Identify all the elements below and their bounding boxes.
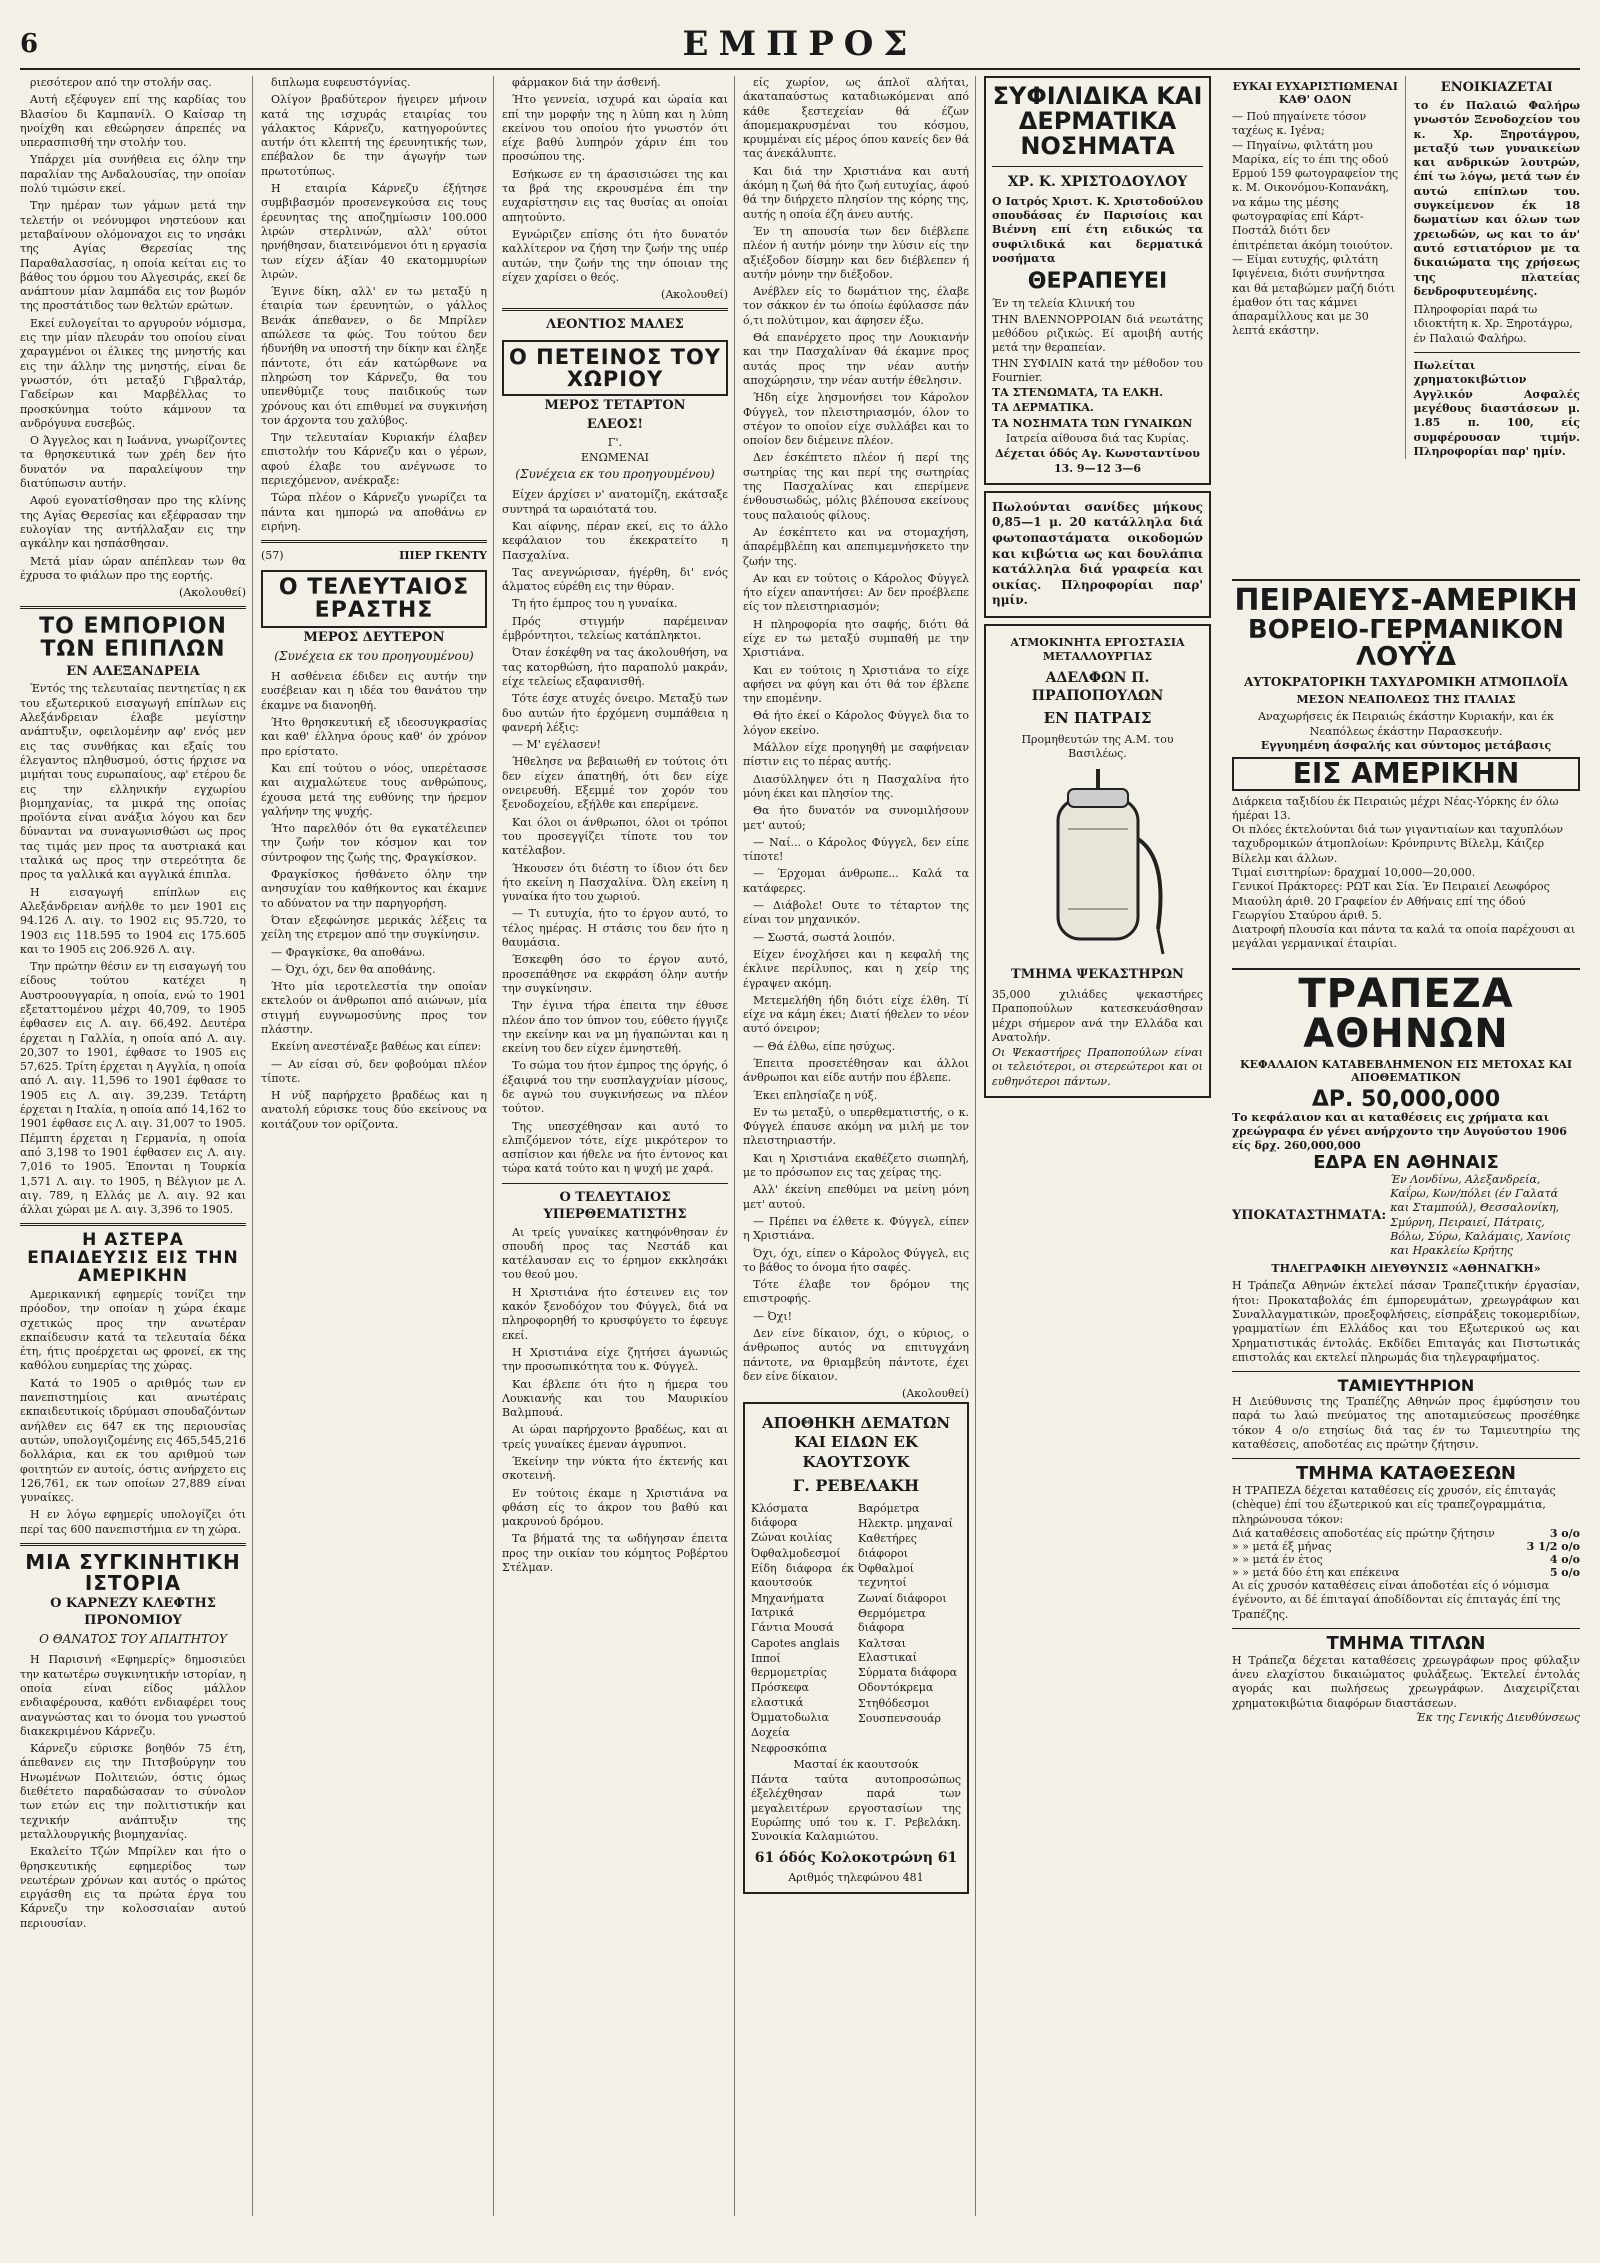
bank-telegraph: ΤΗΛΕΓΡΑΦΙΚΗ ΔΙΕΥΘΥΝΣΙΣ «ΑΘΗΝΑΓΚΗ»: [1271, 1262, 1541, 1276]
serial-continued: (Συνέχεια εκ του προηγουμένου): [274, 648, 474, 663]
ad-item: Ζώναι κοιλίας: [751, 1531, 833, 1545]
article-subtitle: ΕΝ ΑΛΕΞΑΝΔΡΕΙΑ: [66, 663, 200, 679]
ad-info: Πληροφορίαι παρά τω ιδιοκτήτη κ. Χρ. Ξηροτάγρω, έν Παλαιώ Φαλήρω.: [1413, 303, 1573, 345]
paragraph: Διασύλληψεν ότι η Πασχαλίνα ήτο μόνη έκει και πλησίον της.: [743, 772, 969, 800]
serial-title: Ο ΤΕΛΕΥΤΑΙΟΣ ΕΡΑΣΤΗΣ: [261, 570, 487, 628]
ad-line: Γενικοί Πράκτορες: ΡΩΤ και Σία. Έν Πειραιεί Λεωφόρος Μιαούλη άριθ. 20 Γραφείον έν Αθήναις επί της όδού Γεωργίου Σταύρου άριθ. 5.: [1232, 880, 1550, 922]
paragraph: Τας ανεγνώρισαν, ήγέρθη, δι' ενός άλματος εύρέθη εις την θύραν.: [502, 565, 728, 594]
ad-title: ΕΥΚΑΙ ΕΥΧΑΡΙΣΤΙΩΜΕΝΑΙ ΚΑΘ' ΟΔΟΝ: [1232, 80, 1398, 106]
savings-title: ΤΑΜΙΕΥΤΗΡΙΟΝ: [1337, 1376, 1475, 1396]
ad-text: 35,000 χιλιάδες ψεκαστήρες Πραποπούλων κατεσκευάσθησαν μέχρι σήμερον ανά την Ελλάδα και Ανατολήν.: [992, 988, 1203, 1044]
paragraph: Έκείνην την νύκτα ήτο έκτενής και σκοτεινή.: [502, 1455, 728, 1483]
paragraph: Τη ήτο έμπρος του η γυναίκα.: [512, 597, 678, 611]
divider: [502, 308, 728, 311]
ad-items-left: [751, 1501, 854, 1757]
paragraph: Τα βήματά της τα ωδήγησαν έπειτα προς την οικίαν του κόμητος Ροβέρτου Στέλμαν.: [502, 1532, 728, 1575]
paragraph: Είχεν άρχίσει ν' ανατομίζη, εκάτσαξε συντηρά τα ωραιότατά του.: [502, 488, 728, 516]
paragraph: Η πληροφορία ητο σαφής, διότι θά είχε εν τω μεταξύ συμπαθή με την Χριστιάνα.: [743, 617, 969, 660]
ad-item: Στηθόδεσμοι: [858, 1696, 930, 1710]
ad-item: Σουσπενσουάρ: [858, 1711, 941, 1725]
paragraph: Αλλ' έκείνη επεθύμει να μείνη μόνη μετ' αυτού.: [743, 1183, 969, 1211]
ad-line: — Είμαι ευτυχής, φιλτάτη Ιφιγένεια, διότι συνήντησα και θά μεταβώμεν μαζή διότι έμαθον ότι τας κάμνει άπαραμίλλους και με 30 λεπτά εκάστην.: [1232, 252, 1395, 338]
paragraph: φάρμακον διά την άσθενή.: [512, 76, 661, 89]
paragraph: Η Παρισινή «Εφημερίς» δημοσιεύει την κατωτέρω συγκινητικήν ιστορίαν, η οποία είναι είδος μάλλον ενδιαφέρουσα, καθότι ενδιαφέρει τους αναγνώστας και το όνομα του γνωστού διακεκριμένου Κάρνεζυ.: [20, 1653, 246, 1738]
rate-label: Διά καταθέσεις αποδοτέας είς πρώτην ζήτησιν: [1232, 1526, 1495, 1540]
paragraph: Θά ήτο έκεί ο Κάρολος Φύγγελ δια το λόγον εκείνο.: [743, 709, 969, 737]
ad-place: ΕΝ ΠΑΤΡΑΙΣ: [1043, 709, 1152, 728]
serial-part: ΜΕΡΟΣ ΤΕΤΑΡΤΟΝ: [544, 398, 686, 414]
paragraph: Ήτο γεννεία, ισχυρά και ώραία και επί την μορφήν της η λύπη και η λύπη εκείνου του οποίου ήτο γνωστόν ότι είχε βαθύ λυπηρόν χάριν έπι του προσώπου της.: [502, 93, 728, 164]
bank-capital: ΔΡ. 50,000,000: [1311, 1086, 1501, 1112]
sprayer-icon: [1023, 769, 1173, 959]
serial-chapter: Γ'.: [607, 436, 623, 450]
article-title: ΜΙΑ ΣΥΓΚΙΝΗΤΙΚΗ ΙΣΤΟΡΙΑ: [25, 1550, 241, 1596]
paragraph: Την πρώτην θέσιν εν τη εισαγωγή του είδους τούτου κατέχει η Αυστροουγγαρία, η οποία, ενώ το 1901 εξεταττομένου μέχρι 40,709, το 1905 έφθασεν εις Λ. αιγ. 66,492. Δευτέρα έρχεται η Γαλλία, η οποία από Λ. αιγ. 20,307 το 1901, έφθασε το 1905 εις 57,625. Τρίτη έρχεται η Αγγλία, η οποία από Λ. αιγ. 11,596 το 1901 έφθασε το 1905 εις Λ. αιγ. 39,239. Τετάρτη έρχεται η Ιταλία, η οποία από 14,162 το 1901 έφθασε εις Λ. αιγ. 31,007 το 1905. Πέμπτη έρχεται η Γερμανία, η οποία από 3,198 το 1901 έφθασεν εις Λ. αιγ. 7,016 το 1905. Έπονται η Τουρκία 1,571 Λ. αιγ. το 1905, η Βέλγιον με Λ. αιγ. 789, η Ελλάς με Λ. αιγ. 92 και άλλαι χώραι με Λ. αιγ. 3,396 το 1905.: [20, 960, 246, 1217]
newspaper-title: ΕΜΠΡΟΣ: [682, 24, 918, 64]
paragraph: Αν έσκέπτετο και να στομαχήση, άπαρέμβλέπη και απεπιμεμνήσκετο την ζωήν της.: [743, 525, 969, 568]
ad-footer-text: Πάντα ταύτα αυτοπροσώπως έξελέχθησαν παρά των μεγαλειτέρων εργοστασίων της Ευρώπης υπό του κ. Γ. Ρεβελάκη. Συνοικία Καλαμιώτου.: [751, 1773, 961, 1844]
paragraph: Ήθελησε να βεβαιωθή εν τούτοις ότι δεν είχεν άπατηθή, ότι δεν είχε ονειρευθή. Εξεμμέ τον χορόν του ξενοδοχείου, εξήλθε και επερίμενε.: [502, 755, 728, 812]
paragraph: διπλωμα ευφευστόγνίας.: [271, 76, 411, 89]
paragraph: — Όχι!: [753, 1309, 793, 1323]
paragraph: Θά επανέρχετο προς την Λουκιανήν και την Πασχαλίναν θά έκαμνε προς αυτάς προς την νέαν αυτήν αποχώρησιν, την νέαν αυτήν έθελησιν.: [743, 331, 969, 387]
ad-item: Γάντια Μουσά: [751, 1621, 834, 1635]
ad-item-lists: [751, 1501, 961, 1757]
ad-item: Capotes anglais: [751, 1636, 840, 1650]
paragraph: Αν και εν τούτοις ο Κάρολος Φύγγελ ήτο είχεν απαντήσει: Αν δεν προέβλεπε είς τον πλειστηριασμόν;: [743, 571, 969, 614]
rubber-goods-ad: [743, 1402, 969, 1895]
paragraph: Εγνώριζεν επίσης ότι ήτο δυνατόν καλλίτερον να ζήση την ζωήν της υπέρ αυτών, την ζωήν της την όποιαν της είχεν χαρίσει ο θεός.: [502, 227, 728, 284]
paragraph: Η εν λόγω εφημερίς υπολογίζει ότι περί τας 600 πανεπιστήμια εν τη χώρα.: [20, 1508, 246, 1536]
right-top-row: [1232, 76, 1580, 459]
titles-sign: Έκ της Γενικής Διευθύνσεως: [1415, 1710, 1580, 1724]
ad-item: ΤΗΝ ΣΥΦΙΛΙΝ κατά την μέθοδον του Fournier.: [992, 356, 1203, 384]
paragraph: Εν τούτοις έκαμε η Χριστιάνα να φθάση είς το άκρον του βαθύ και μακρυνού δρόμου.: [502, 1486, 728, 1529]
paragraph: Εκείνη ανεστέναξε βαθέως και είπεν:: [271, 1040, 482, 1054]
continues-note: (Ακολουθεί): [902, 1387, 969, 1401]
divider: [502, 1183, 728, 1184]
paragraph: Ανέβλεν είς το δωμάτιον της, έλαβε τον σάκκον έν τω όποίω έφύλασσε πάν ό,τι πολύτιμον, και άφησεν έξω.: [743, 285, 969, 327]
deposit-rate-row: [1232, 1553, 1580, 1566]
newspaper-page: [20, 20, 1580, 2220]
clinic-ad: [984, 76, 1211, 485]
paragraph: Κατά το 1905 ο αριθμός των εν πανεπιστημίοις και ανωτέραις εκπαιδευτικοίς ιδρύμασι σπουδαζόντων ανήλθεν εις 647 εκ της περιουσίας αυτών, υπολογιζομένης εις 465,545,216 δολλάρια, και εκ του αριθμού των φοιτητών εν αυτοίς, όστις ανήρχετο εις 126,761, εκ των οποίων 27,889 είναι γυναίκες.: [20, 1376, 246, 1505]
paragraph: Η εταιρία Κάρνεζυ έξήτησε συμβιβασμόν προσενεγκούσα εις τους έρευνητας της αποζημίωσιν 100.000 λιρών στερλινών, αλλ' ούτοι ηρνήθησαν, διατεινόμενοι ότι η εργασία των είχεν άξίαν 40 εκατομμυρίων λιρών.: [261, 182, 487, 281]
ad-item: ΤΑ ΔΕΡΜΑΤΙΚΑ.: [992, 401, 1094, 415]
paragraph: — Σωστά, σωστά λοιπόν.: [753, 930, 896, 944]
paragraph: Έγινε δίκη, αλλ' εν τω μεταξύ η έταιρία των έρευνητών, ο γάλλος Βενάκ άπεθανεν, ο δε Μπρίλεν απώλεσε τα φώς. Του τούτου δεν ήδυνήθη να υποστή την δίκην και έληξε πάντοτε, ότι εάν κατώρθωνε να πληρώση τον Κάρνεζυ, θα του υπενθύμιζε τους παιδικούς των χρόνους και ότι επιθυμεί να συγκινήση τον άρχοντα του χαλύβος.: [261, 285, 487, 427]
shipping-ad: [1232, 579, 1580, 956]
ad-dept: ΤΜΗΜΑ ΨΕΚΑΣΤΗΡΩΝ: [1011, 967, 1184, 983]
paragraph: Υπάρχει μία συνήθεια εις όλην την παραλίαν της Ανδαλουσίας, την οποίαν πολύ τιμώσιν εκεί.: [20, 153, 246, 196]
titles-title: ΤΜΗΜΑ ΤΙΤΛΩΝ: [1326, 1632, 1486, 1654]
paragraph: Όταν εξεφώνησε μερικάς λέξεις τα χείλη της ετρεμον από την συγκίνησιν.: [261, 913, 487, 942]
ad-safe: Εγγυημένη άσφαλής και σύντομος μετάβασις: [1260, 738, 1552, 752]
paragraph: Εκεί ευλογείται το αργυρούν νόμισμα, εις την μίαν πλευράν του οποίου είναι χαραγμένοι οι έλικες της μνηστής και εις την άλλην της μνηστής, είναι δε γνωστόν, ότι μεταξύ Γιβραλτάρ, Γαδείρων και Μαρβέλλας το προσκύνημα τούτο κάμνουν τα ανδρόγυνα ευσεβώς.: [20, 316, 246, 430]
paragraph: Και επί τούτου ο νόος, υπερέτασσε και αιχμαλώτευε τους ανθρώπους, έχουσα μετά της ευθύνης την ήρεμον γαλήνην της ψυχής.: [261, 761, 487, 818]
bank-hq: ΕΔΡΑ ΕΝ ΑΘΗΝΑΙΣ: [1313, 1151, 1499, 1173]
paragraph: — Φραγκίσκε, θα αποθάνω.: [271, 945, 426, 959]
divider: [992, 166, 1203, 167]
continues-note: (Ακολουθεί): [661, 288, 728, 302]
paragraph: Πρός στιγμήν παρέμειναν έμβρόντητοι, τελείως κατάπληκτοι.: [502, 614, 728, 643]
serial-title: Ο ΠΕΤΕΙΝΟΣ ΤΟΥ ΧΩΡΙΟΥ: [502, 340, 728, 396]
paragraph: Αφού εγονατίσθησαν προ της κλίνης της Αγίας Θερεσίας και εξέφρασαν την ευλογίαν της αντήλλαξαν εις την αγκάλην και ησπάσθησαν.: [20, 494, 246, 551]
planks-ad: [984, 491, 1211, 618]
paragraph: Τότε έλαβε τον δρόμον της επιστροφής.: [743, 1278, 969, 1306]
ad-text: Ο Ιατρός Χριστ. Κ. Χριστοδούλου σπουδάσας έν Παρισίοις και Βιέννη επί έτη ειδικώς τα συφιλιδικά και δερματικά νοσήματα: [992, 194, 1203, 265]
ad-item: Όφθαλμοί τεχνητοί: [858, 1562, 914, 1590]
paragraph: Τώρα πλέον ο Κάρνεζυ γνωρίζει τα πάντα και ημπορώ να αποθάνω εν ειρήνη.: [261, 491, 487, 533]
savings-text: Η Διεύθυνσις της Τραπέζης Αθηνών προς έμφύσησιν του παρά τω λαώ πνεύματος της αποταμιεύσεως προσέθηκε τόκον 4 ο/ο ετησίως διά τας έν τω Ταμιευτηρίω της καταθέσεις, αποδοτέας εις πρώτην ζήτησιν.: [1232, 1395, 1580, 1451]
paragraph: Θα ήτο δυνατόν να συνομιλήσουν μετ' αυτού;: [743, 804, 969, 832]
serial-continued: (Συνέχεια εκ του προηγουμένου): [515, 466, 715, 481]
paragraph: Την ημέραν των γάμων μετά την τελετήν οι νεόνυμφοι νηστεύουν και μεταβαίνουν ολόμοναχοι εις το νησάκι της Αγίας Θερεσίας της Παραθαλασσίας, η οποία κείται εις το βάθος του όρμου του Αλγεσιράς, εκεί δε ανάπτουν μίαν λαμπάδα εις τον βωμόν της προστάτιδος των θελτών ερώτων.: [20, 199, 246, 313]
ad-item: Βαρόμετρα: [858, 1501, 920, 1515]
ad-line: Διάρκεια ταξιδίου έκ Πειραιώς μέχρι Νέας-Υόρκης έν όλω ήμέραι 13.: [1232, 794, 1559, 822]
paragraph: Εν τω μεταξύ, ο υπερθεματιστής, ο κ. Φύγγελ έπαυσε ακόμη να μιλή με τον πλειστηριαστήν.: [743, 1105, 969, 1148]
paragraph: — Αν είσαι σύ, δεν φοβούμαι πλέον τίποτε.: [261, 1057, 487, 1085]
paragraph: Ήκουσεν ότι διέστη το ίδιον ότι δεν ήτο εκείνη η Πασχαλίνα. Όλη εκείνη η γυναίκα ήτο του χωριού.: [502, 861, 728, 904]
ad-title: ΣΥΦΙΛΙΔΙΚΑ ΚΑΙ ΔΕΡΜΑΤΙΚΑ ΝΟΣΗΜΑΤΑ: [992, 82, 1203, 161]
divider: [261, 540, 487, 543]
bank-subtitle: ΚΕΦΑΛΑΙΟΝ ΚΑΤΑΒΕΒΛΗΜΕΝΟΝ ΕΙΣ ΜΕΤΟΧΑΣ ΚΑΙ ΑΠΟΘΕΜΑΤΙΚΟΝ: [1240, 1057, 1572, 1084]
ad-title-2: ΒΟΡΕΙΟ-ΓΕΡΜΑΝΙΚΟΝ ΛΟΥΫΔ: [1247, 614, 1565, 672]
divider: [1232, 1628, 1580, 1629]
bank-ad: [1232, 968, 1580, 1729]
paragraph: — Ναί... ο Κάρολος Φύγγελ, δεν είπε τίποτε!: [743, 835, 969, 864]
ad-phone: Αριθμός τηλεφώνου 481: [788, 1870, 924, 1884]
serial-author: ΠΙΕΡ ΓΚΕΝΤΥ: [399, 549, 487, 563]
paragraph: Της υπεσχέθησαν και αυτό το ελπιζόμενον τότε, είχε μικρότερον το ασπίσιον και ήθελε να ήτο έντονος και τώρα κατά τούτο και η ψυχή με χαρά.: [502, 1119, 728, 1176]
divider: [1414, 352, 1581, 353]
ad-therapy: ΘΕΡΑΠΕΥΕΙ: [1027, 269, 1168, 295]
paragraph: Όταν έσκέφθη να τας άκολουθήση, να τας κατορθώση, ήτο παραπολύ μακράν, είχε τελείως εξαφανισθή.: [502, 646, 728, 688]
ad-item: Σύρματα διάφορα: [858, 1666, 958, 1680]
col1-intro: [20, 76, 246, 583]
ad-line: Οι πλόες έκτελούνται διά των γιγαντιαίων και ταχυπλόων ταχυδρομικών άτμοπλοίων: Κρόνπριντς Βίλελμ, Κάιζερ Βίλελμ και άλλων.: [1232, 823, 1564, 865]
ad-title: ΑΠΟΘΗΚΗ ΔΕΜΑΤΩΝ ΚΑΙ ΕΙΔΩΝ ΕΚ ΚΑΟΥΤΣΟΥΚ: [761, 1413, 951, 1471]
photo-ad: [1232, 76, 1406, 459]
ad-via: ΜΕΣΟΝ ΝΕΑΠΟΛΕΩΣ ΤΗΣ ΙΤΑΛΙΑΣ: [1296, 693, 1516, 707]
divider: [20, 1223, 246, 1226]
rate-label: » » μετά έν έτος: [1232, 1552, 1323, 1566]
ad-item: ΤΗΝ ΒΛΕΝΝΟΡΡΟΙΑΝ διά νεωτάτης μεθόδου ριζικώς. Εί αμοιβή αυτής μετά την θεραπείαν.: [992, 312, 1203, 355]
paragraph: Και εν τούτοις η Χριστιάνα το είχε αφήσει να φύγη και ότι θά τον έβλεπε την επομένην.: [743, 663, 969, 706]
ad-owner: Γ. ΡΕΒΕΛΑΚΗ: [792, 1476, 920, 1496]
ad-sub: ΑΥΤΟΚΡΑΤΟΡΙΚΗ ΤΑΧΥΔΡΟΜΙΚΗ ΑΤΜΟΠΛΟΪΑ: [1244, 675, 1568, 690]
titles-text: Η Τράπεζα δέχεται καταθέσεις χρεωγράφων προς φύλαξιν άνευ ελαχίστου δικαιώματος φυλάξεως. Έκτελεί έντολάς αγοράς και πωλήσεως χρεωγράφων. Διαχειρίζεται χρηματοκιβώτια διαφόρων διαστάσεων.: [1232, 1653, 1580, 1710]
ad-item: Όφθαλμοδεσμοί: [751, 1546, 841, 1560]
paragraph: Αυτή εξέφυγεν επί της καρδίας του Βλασίου δι Καμπανίλ. Ο Καίσαρ τη ηνοίχθη και εθεώρησεν άπρεπές να υπερασπισθή την στολήν του.: [20, 93, 246, 150]
ad-item: Έν τη τελεία Κλινική του: [992, 297, 1135, 311]
serial-number: (57): [261, 549, 284, 563]
paragraph: — Θά έλθω, είπε ησύχως.: [753, 1039, 896, 1053]
divider: [1232, 1458, 1580, 1459]
paragraph: Έντός της τελευταίας πεντηετίας η εκ του εξωτερικού εισαγωγή επίπλων εις Αλεξάνδρειαν έλαβε μεγίστην ανάπτυξιν, οφειλομένην αφ' ενός μεν εις τας συνθήκας και εξαίς του έλεγαντος πληθυσμού, όστις ήρχισε να μιμήται τους ευρωπαίους, αφ' ετέρου δε εις την ελληνικήν εγχωρίου βιομηχανίας, τα μικρά της οποίας προϊόντα είναι ανάξια λόγου και δεν δύνανται να συναγωνισθώσι ως προς τας τιμάς μεν προς τα αυστριακά και ιταλικά ως προς την στερεότητα δε προς τα γαλλικά και αγγλικά έπιπλα.: [20, 682, 246, 882]
paragraph: Έκει επλησίαζε η νύξ.: [753, 1088, 878, 1102]
safe-ad: Πωλείται χρηματοκιβώτιον Αγγλικόν Ασφαλές μεγέθους διαστάσεων μ. 1.85 π. 100, είς συμφέρουσαν τιμήν. Πληροφορίαι παρ' ημίν.: [1413, 359, 1580, 458]
ad-doctor: ΧΡ. Κ. ΧΡΙΣΤΟΔΟΥΛΟΥ: [1007, 173, 1188, 190]
deposits-title: ΤΜΗΜΑ ΚΑΤΑΘΕΣΕΩΝ: [1295, 1463, 1516, 1485]
sprayer-illustration: [1023, 769, 1173, 959]
paragraph: είς χωρίον, ως άπλοϊ αλήται, άκαταπαύστως καταδιωκόμεναι από κάθε ξεστεχείαν θά έζων άπομεμακρυσμέναι του κόσμου, κρυμμέναι είς μέρος όπου κανείς δεν θά τας άνεκάλυπτε.: [743, 76, 969, 161]
rent-ad: [1414, 76, 1581, 459]
article-subtitle-2: Ο ΘΑΝΑΤΟΣ ΤΟΥ ΑΠΑΙΤΗΤΟΥ: [39, 1631, 227, 1646]
ad-item: Πρόσκεφα ελαστικά: [751, 1681, 809, 1709]
rate-label: » » μετά έξ μήνας: [1232, 1539, 1332, 1553]
paragraph: Αι τρείς γυναίκες κατηφόνθησαν έν σπουδή προς τας Νεστάδ και κατέλαυσαν εις το έρημον εκκλησάκι του θεού μου.: [502, 1225, 728, 1282]
paragraph: Και η Χριστιάνα εκαθέζετο σιωπηλή, με το πρόσωπον εις τας χείρας της.: [743, 1151, 969, 1180]
paragraph: Είχεν ένοχλήσει και η κεφαλή της έκλινε περίλυπος, και η χείρ της έγραψεν ακόμη.: [743, 947, 969, 990]
rate-value: 4 ο/ο: [1549, 1552, 1580, 1566]
deposits-note: Αι είς χρυσόν καταθέσεις είναι άποδοτέαι είς ό νόμισμα έγένοντο, αι δέ έπιταγαί άποδίδονται είς έπιταγάς έπί της Τραπέζης.: [1232, 1578, 1561, 1621]
paragraph: Εσήκωσε εν τη άρασισιώσει της και τα βρά της εκρουσμένα έπι την ευχαρίστησιν εις τας θυσίας αι οποίαι απητούντο.: [502, 167, 728, 224]
ad-item: ΤΑ ΣΤΕΝΩΜΑΤΑ, ΤΑ ΕΛΚΗ.: [992, 386, 1164, 400]
ad-line: Διατροφή πλουσία και πάντα τα καλά τα οποία παρέχουσι αι μεγάλαι γερμανικαί έταιρίαι.: [1232, 923, 1576, 951]
rate-value: 3 ο/ο: [1549, 1526, 1580, 1540]
paragraph: Μετεμελήθη ήδη διότι είχε έλθη. Τί είχε να κάμη έκει; Διατί ήθελεν το νέον αυτό όνειρον;: [743, 993, 969, 1036]
article-subtitle: Ο ΚΑΡΝΕΖΥ ΚΛΕΦΤΗΣ ΠΡΟΝΟΜΙΟΥ: [50, 1596, 216, 1628]
paragraph: Και έβλεπε ότι ήτο η ήμερα του Λουκιανής και του Μαυρικίου Βαλμπουά.: [502, 1377, 728, 1420]
bank-desc: Η Τράπεζα Αθηνών έκτελεί πάσαν Τραπεζιτικήν έργασίαν, ήτοι: Προκαταβολάς έπι έμπορευμάτων, χρεωγράφων και Συναλλαγματικών, προεξοφλήσεις, είσπράξεις τοκομεριδίων, γραμματίων έπι Ελλάδος και του Εξωτερικού ως και Χρηματιστικάς έντολάς. Εκδίδει Επιταγάς και Πιστωτικάς επιστολάς και εκτελεί πληρωμάς δια τηλεγραφήματος.: [1232, 1279, 1580, 1364]
paragraph: Έπειτα προσετέθησαν και άλλοι άνθρωποι και είδε αυτήν που έβλεπε.: [743, 1057, 969, 1085]
serial-chapter-title: ΕΝΩΜΕΝΑΙ: [581, 450, 649, 464]
ad-destination: ΕΙΣ ΑΜΕΡΙΚΗΝ: [1232, 757, 1580, 790]
article-title: ΤΟ ΕΜΠΟΡΙΟΝ ΤΩΝ ΕΠΙΠΛΩΝ: [39, 614, 227, 663]
ad-hours: Δέχεται όδός Αγ. Κωνσταντίνου 13. 9—12 3—6: [995, 447, 1200, 475]
paragraph: Μετά μίαν ώραν απέπλεαν των θα έχρυσα το φιάλων προ της εορτής.: [20, 554, 246, 582]
deposit-rate-row: [1232, 1540, 1580, 1553]
paragraph: Το σώμα του ήτον έμπρος της όργής, ό έξαιφνά του την ευσπλαγχνίαν μίσους, δε αγνώ του συγκινήσεως να πλέον τούτον.: [502, 1059, 728, 1116]
paragraph: Δεν έσκέπτετο πλέον ή περί της σωτηρίας της και περί της σωτηρίας της Πασχαλίνας και επερίμενε ένθουσιωδώς, μόλις βλέπουσα εκείνους τους παλαιούς φίλους.: [743, 451, 969, 522]
divider: [20, 1543, 246, 1546]
bank-branches-label: ΥΠΟΚΑΤΑΣΤΗΜΑΤΑ:: [1232, 1208, 1387, 1224]
paragraph: Αι ώραι παρήρχοντο βραδέως, και αι τρείς γυναίκες έμεναν άγρυπνοι.: [502, 1423, 728, 1451]
ad-title: ΕΝΟΙΚΙΑΖΕΤΑΙ: [1440, 80, 1553, 95]
serial-part: ΜΕΡΟΣ ΔΕΥΤΕΡΟΝ: [303, 629, 445, 645]
paragraph: — Πρέπει να έλθετε κ. Φύγγελ, είπεν η Χριστιάνα.: [743, 1214, 969, 1243]
paragraph: — Τι ευτυχία, ήτο το έργον αυτό, το τέλος ημέρας. Η στάσις του δεν ήτο η θαυμάσια.: [502, 907, 728, 950]
paragraph: Και όλοι οι άνθρωποι, όλοι οι τρόποι του προσεγγίζει τίποτε του τον κατέλαβον.: [502, 815, 728, 858]
ad-address: 61 όδός Κολοκοτρώνη 61: [754, 1849, 958, 1866]
serial-author: ΛΕΟΝΤΙΟΣ ΜΑΛΕΣ: [546, 317, 684, 333]
paragraph: Κάρνεζυ εύρισκε βοηθόν 75 έτη, άπεθανεν εις την Πιτσβούργην του Ηνωμένων Πολιτειών, όστις όμως διεθέτετο παραδώσασαν το σύνολον των ετών εις την πολιτιστικήν και τεχνικήν ανάπτυξιν της μεταλλουργικής βιομηχανίας.: [20, 1742, 246, 1841]
serial-header: [261, 549, 487, 563]
paragraph: Εκαλείτο Τζών Μπρίλεν και ήτο ο θρησκευτικής εφημερίδος των νεωτέρων χρόνων και αυτός ο πρώτος ειργάσθη εις τα πρώτα έργα του Κάρνεζυ την κολοσσιαίαν αυτού περιουσίαν.: [20, 1845, 246, 1930]
ad-text: Πωλούνται σανίδες μήκους 0,85—1 μ. 20 κατάλληλα διά φωτοπαστάματα οικοδομών και κιβώτια ως και δουλάπια κατάλληλα διά γραφεία και οικίας. Πληροφορίαι παρ' ημίν.: [992, 499, 1203, 608]
paragraph: Και διά την Χριστιάνα και αυτή άκόμη η ζωή θά ήτο ζωή ευτυχίας, άφού θά την διήρχετο πλησίον της κόρης της, αυτής η οποία έζη άνευ αυτής.: [743, 164, 969, 221]
ad-item: Καθετήρες διάφοροι: [858, 1532, 917, 1560]
deposit-rate-row: [1232, 1527, 1580, 1540]
column-2: [261, 76, 494, 2216]
paragraph: Τότε έσχε ατυχές όνειρο. Μεταξύ των δυο αυτών ήτο έρχόμενη συμπάθεια η φανερή λέξις:: [502, 692, 728, 734]
paragraph: Έσκεφθη όσο το έργον αυτό, προσεπάθησε να εκφράση όλην αυτήν την συγκίνησιν.: [502, 953, 728, 995]
bank-note: Το κεφάλαιον και αι καταθέσεις εις χρήματα και χρεώγραφα έν γένει ανήρχοντο την Αυγούστου 1906 είς δρχ. 260,000,000: [1232, 1110, 1567, 1153]
ad-item: Ζωναί διάφοροι: [858, 1591, 947, 1605]
ad-item: Θερμόμετρα διάφορα: [858, 1606, 926, 1635]
paragraph: Η νύξ παρήρχετο βραδέως και η ανατολή εύρισκε τους δύο εκείνους να κοιτάζουν τον ορίζοντα.: [261, 1089, 487, 1131]
paragraph: — Όχι, όχι, δεν θα αποθάνης.: [271, 962, 436, 976]
paragraph: Ο Άγγελος και η Ιωάννα, γνωρίζοντες τα θρησκευτικά των χρέη δεν ήτο δυνατόν να παραλείψουν την διατύπωσιν αυτήν.: [20, 434, 246, 491]
ad-note: Οι Ψεκαστήρες Πραποπούλων είναι οι τελειότεροι, οι στερεώτεροι και οι ευθηνότεροι πάντων.: [992, 1046, 1203, 1088]
divider: [20, 606, 246, 609]
ad-item: ΤΑ ΝΟΣΗΜΑΤΑ ΤΩΝ ΓΥΝΑΙΚΩΝ: [992, 416, 1193, 430]
paragraph: Ήτο θρησκευτική εξ ιδεοσυγκρασίας και καθ' έλληνα όρους καθ' όν χρόνον προ ερίστατο.: [261, 716, 487, 758]
masthead: [20, 20, 1580, 70]
paragraph: Ήτο μία ιεροτελεστία την οποίαν εκτελούν οι άνθρωποι από αιώνων, μία στιγμή ευγνωμοσύνης προς τον πλάστην.: [261, 980, 487, 1036]
paragraph: Ήτο παρελθόν ότι θα εγκατέλειπεν την ζωήν τον κόσμον και τον σύντροφον της ζωής της, Φραγκίσκον.: [261, 822, 487, 864]
paragraph: ριεσότερον από την στολήν σας.: [30, 76, 212, 89]
ad-item: Όμματοδωλια: [751, 1710, 829, 1724]
paragraph: Μάλλον είχε προηγηθή με σαφήνειαν πίστιν εις το πέρας αυτής.: [743, 741, 969, 769]
ad-item: Ιπποί θερμομετρίας: [751, 1651, 827, 1680]
paragraph: Η Χριστιάνα είχε ζητήσει άγωνιώς την προσωπικότητα του κ. Φύγγελ.: [502, 1345, 728, 1374]
serial-subtitle: ΕΛΕΟΣ!: [586, 417, 644, 433]
metallurgy-ad: [984, 624, 1211, 1098]
ad-item: Καλτσαι Ελαστικαί: [858, 1636, 917, 1664]
paragraph: Φραγκίσκος ήσθάνετο όλην την ανησυχίαν του καθήκοντος και έκαμνε το αδύνατον να την παρηγορήση.: [261, 868, 487, 910]
column-3: [502, 76, 735, 2216]
rate-value: 3 1/2 ο/ο: [1526, 1539, 1580, 1553]
deposit-rate-row: [1232, 1566, 1580, 1579]
ad-title: ΠΕΙΡΑΙΕΥΣ-ΑΜΕΡΙΚΗ: [1234, 583, 1578, 619]
ad-item: Δοχεία: [751, 1726, 790, 1740]
paragraph: Ολίγον βραδύτερον ήγειρεν μήνοιν κατά της ισχυράς εταιρίας του γάλακτος Κάρνεζυ, κατηγορούντες αυτήν ότι κλεπτή της έρευνητικής των, επέβαλον δε την άγωγήν των πρωτοτύπως.: [261, 93, 487, 178]
ad-items-right: [858, 1501, 961, 1757]
ad-name: ΑΔΕΛΦΩΝ Π. ΠΡΑΠΟΠΟΥΛΩΝ: [1031, 669, 1164, 704]
ad-office: Ιατρεία αίθουσα διά τας Κυρίας.: [1005, 432, 1190, 445]
column-1: [20, 76, 253, 2216]
paragraph: Αμερικανική εφημερίς τονίζει την πρόοδον, την οποίαν η χώρα έκαμε σχετικώς προς την ανωτέραν εκπαίδευσιν κατά τα τελευταία δέκα έτη, ήτις προέρχεται ως φρονεί, εκ της καθόλου ευημερίας της χώρας.: [20, 1287, 246, 1373]
rate-value: 5 ο/ο: [1549, 1565, 1580, 1579]
ad-item: Οδοντόκρεμα: [858, 1681, 934, 1695]
ad-title: ΑΤΜΟΚΙΝΗΤΑ ΕΡΓΟΣΤΑΣΙΑ ΜΕΤΑΛΛΟΥΡΓΙΑΣ: [1010, 636, 1185, 664]
ad-text: το έν Παλαιώ Φαλήρω γνωστόν Ξενοδοχείον του κ. Χρ. Ξηροτάγρου, μεταξύ των γυναικείων και ανδρικών λουτρών, έπί τω λόγω, μετά των έν αυτώ επίπλων του. συγκείμενον έκ 18 δωματίων και όλων των χρειωδών, ως και το άν' αυτό εστιατόριον με τα δικαιώματα της χρήσεως της πλατείας δενδροφυτευμένης.: [1413, 99, 1580, 298]
paragraph: — Έρχομαι άνθρωπε... Καλά τα κατάφερες.: [743, 867, 969, 895]
paragraph: Ήδη είχε λησμονήσει τον Κάρολον Φύγγελ, τον πλειστηριασμόν, όλον το στέγον το οποίον είχε συλλάβει και το οποίον δεν διέμεινε πλέον.: [743, 391, 969, 448]
paragraph: Έν τη απουσία των δεν διέβλεπε πλέον ή αυτήν μόνην την λύσιν είς την αξιέξοδον δίσμην και δεν διέβλεπεν ή αυτήν μόνην την διέξοδον.: [743, 224, 969, 281]
ad-line: Τιμαί εισιτηρίων: δραχμαί 10,000—20,000.: [1232, 865, 1476, 879]
paragraph: Όχι, όχι, είπεν ο Κάρολος Φύγγελ, εις το βάθος το όνομα ήτο σαφές.: [743, 1246, 969, 1274]
paragraph: Την τελευταίαν Κυριακήν έλαβεν επιστολήν του Κάρνεζυ και ο γέρων, αφού έλαβε του ανέγνωσε το περιεχόμενον, ανέκραξε:: [261, 431, 487, 488]
ad-footer: Μασταί έκ καουτσούκ: [793, 1757, 919, 1771]
article-title: Η ΑΣΤΕΡΑ ΕΠΑΙΔΕΥΣΙΣ ΕΙΣ ΤΗΝ ΑΜΕΡΙΚΗΝ: [27, 1230, 239, 1287]
paragraph: Δεν είνε δίκαιον, όχι, ο κύριος, ο άνθρωπος αυτός να επιτυγχάνη πάντοτε, να θριαμβεύη πάντοτε, έχει δεν είνε δίκαιον.: [743, 1327, 969, 1383]
ad-item: Μηχανήματα Ιατρικά: [751, 1591, 825, 1619]
paragraph: Την έγινα τήρα έπειτα την έθυσε πλέον άπο τον ύπνον του, εύθετο ήγγιζε την εκείνην και να μη ήγαπώνται και η εκείνη του δεν είχεν έμνηστεθή.: [502, 999, 728, 1056]
bank-title: ΤΡΑΠΕΖΑ ΑΘΗΝΩΝ: [1298, 970, 1514, 1057]
ad-departures: Αναχωρήσεις έκ Πειραιώς έκάστην Κυριακήν, και έκ Νεαπόλεως έκάστην Παρασκευήν.: [1258, 710, 1554, 738]
page-number: 6: [20, 29, 39, 59]
right-section: [1232, 76, 1580, 1729]
ad-supplier: Προμηθευτών της Α.Μ. του Βασιλέως.: [1021, 732, 1174, 760]
rate-label: » » μετά δύο έτη και επέκεινα: [1232, 1565, 1400, 1579]
ad-item: Νεφροσκόπια: [751, 1741, 828, 1755]
divider: [1232, 1371, 1580, 1372]
paragraph: — Μ' εγέλασεν!: [512, 738, 601, 752]
ad-item: Ηλεκτρ. μηχαναί: [858, 1517, 953, 1531]
deposits-intro: Η ΤΡΑΠΕΖΑ δέχεται καταθέσεις είς χρυσόν, είς έπιταγάς (chèque) έπί του έξωτερικού και είς τραπεζογραμμάτια, πληρώνουσα τόκον:: [1232, 1484, 1556, 1526]
ad-line: — Πού πηγαίνετε τόσον ταχέως κ. Ιγένα;: [1232, 110, 1367, 138]
column-5: [984, 76, 1217, 2216]
continues-note: (Ακολουθεί): [179, 586, 246, 600]
paragraph: Η εισαγωγή επίπλων εις Αλεξάνδρειαν ανήλθε το μεν 1901 εις 94.126 Λ. αιγ. το 1902 εις 95.720, το 1903 εις 118.595 το 1904 εις 175.605 και το 1905 εις 206.926 Λ. αιγ.: [20, 885, 246, 956]
bank-branches-row: [1232, 1173, 1580, 1259]
columns: [20, 76, 1224, 2216]
ad-line: — Πηγαίνω, φιλτάτη μου Μαρίκα, είς το έπι της οδού Ερμού 159 φωτογραφείον της κ. Μ. Οικονόμου-Κοπανάκη, να κάμω της μέσης φωτογραφίας επί Κάρτ-Ποστάλ διότι δεν έπιτρέπεται άκόμη τοιούτον.: [1232, 138, 1399, 252]
paragraph: Και αίφνης, πέραν εκεί, εις το άλλο κεφάλαιον του έκεκρατείτο η Πασχαλίνα.: [502, 520, 728, 562]
paragraph: — Διάβολε! Ουτε το τέταρτον της είναι τον μηχανικόν.: [743, 899, 969, 927]
bank-branches: Έν Λονδίνω, Αλεξανδρεία, Καΐρω, Κων/πόλει (έν Γαλατά και Σταμπούλ), Θεσσαλονίκη, Σμύρνη, Πειραιεί, Πάτραις, Βόλω, Σύρω, Καλάμαις, Χανίοις και Ηρακλείω Κρήτης: [1390, 1172, 1571, 1258]
ad-item: Κλόσματα διάφορα: [751, 1501, 809, 1530]
column-4: [743, 76, 976, 2216]
paragraph: Η ασθένεια έδιδεν εις αυτήν την ευσέβειαν και η ιδέα του θανάτου την έκαμνε να διανοηθή.: [261, 670, 487, 712]
article-title: Ο ΤΕΛΕΥΤΑΙΟΣ ΥΠΕΡΘΕΜΑΤΙΣΤΗΣ: [543, 1189, 687, 1222]
paragraph: Η Χριστιάνα ήτο έστεινεν εις τον κακόν ξενοδόχον του Φύγγελ, διά να πληροφορηθή το κρυσφύγετο το έφευγε εκεί.: [502, 1285, 728, 1342]
ad-item: Είδη διάφορα έκ καουτσούκ: [751, 1562, 854, 1590]
